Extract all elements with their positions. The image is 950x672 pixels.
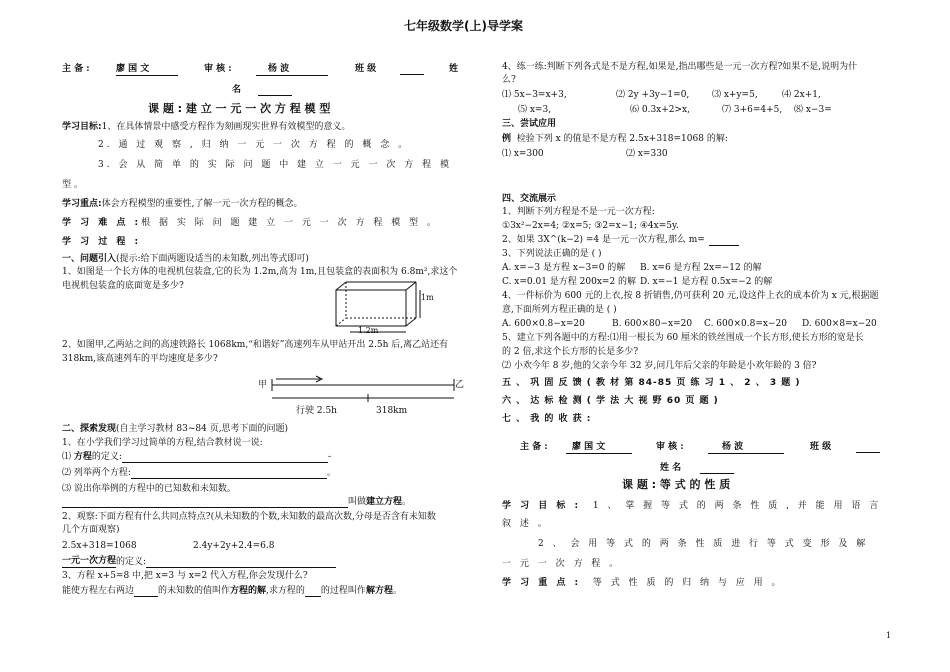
check-q5-line2: 的 2 倍,求这个长方形的长是多少? (502, 347, 639, 357)
s2-q1-1-label: 的定义: (91, 452, 122, 462)
meta2-value-author: 廖 国 文 (566, 441, 632, 454)
section7-title: 七 、 我 的 收 获 : (502, 414, 592, 424)
practice-line1: 4、练一练:判断下列各式是不是方程,如果是,指出哪些是一元一次方程?如果不是,说明为什 (502, 62, 858, 72)
station-a: 甲 (258, 380, 268, 390)
segment-remaining-label: 318km (376, 406, 408, 416)
check-q4-option-b: B. 600×80−x=20 (612, 319, 693, 329)
meta2-label-reviewer: 审 核 : (656, 442, 684, 452)
goal-2: 2. 通 过 观 察 , 归 纳 一 元 一 次 方 程 的 概 念 。 (98, 140, 411, 150)
check-q3-b: B. x=6 是方程 2x=−12 的解 (640, 263, 762, 273)
check-q3-a: A. x=−3 是方程 x−3=0 的解 (502, 263, 626, 273)
section1-hint: (提示:给下面两题设适当的未知数,列出等式即可) (116, 254, 309, 264)
practice-item-5: ⑸ x=3, (518, 105, 552, 115)
meta-name-blank (258, 84, 292, 96)
meta2-name-blank (700, 462, 734, 474)
practice-item-3: ⑶ x+y=5, (712, 90, 758, 100)
key-label: 学习重点: (62, 199, 102, 209)
q3-text-3: ,求方程的 (266, 586, 305, 596)
equation-2: 2.4y+2y+2.4=6.8 (193, 541, 275, 551)
q3-term-solution: 方程的解 (230, 586, 267, 596)
meta2-class-blank (856, 441, 880, 453)
example-b: ⑵ x=330 (626, 149, 668, 159)
s2-q1-1-num: ⑴ (62, 452, 74, 462)
meta-label-reviewer: 审 核 : (204, 64, 232, 74)
meta-value-reviewer: 杨 波 (256, 63, 328, 76)
practice-item-7: ⑺ 3+6=4+5, (722, 105, 783, 115)
s2-question2-line1: 2、观察:下面方程有什么共同点特点?(从未知数的个数,未知数的最高次数,分母是否含有未知数 (62, 512, 436, 522)
section1-title: 一、问题引入 (62, 254, 117, 264)
s2-question2-line2: 几个方面观察) (62, 525, 120, 535)
build-equation-blank (62, 497, 348, 508)
meta-value-author: 廖 国 文 (116, 63, 178, 76)
practice-item-4: ⑷ 2x+1, (782, 90, 821, 100)
linear-def-blank (146, 557, 336, 568)
difficulty-label: 学 习 难 点 : (62, 218, 142, 228)
lesson-title: 课 题 : 建 立 一 元 一 次 方 程 模 型 (148, 102, 331, 115)
goal-3-cont: 型 。 (62, 180, 83, 190)
question1-line2: 电视机包装盒的底面宽是多少? (62, 281, 184, 291)
definition-blank (122, 452, 328, 463)
box-length-label: 1.2m (358, 326, 379, 335)
check-q1: 1、判断下列方程是不是一元一次方程: (502, 207, 655, 217)
question2-line2: 318km,该高速列车的平均速度是多少? (62, 354, 218, 364)
practice-item-1: ⑴ 5x−3=x+3, (502, 90, 567, 100)
page-number: 1 (886, 631, 892, 640)
check-q4-option-a: A. 600×0.8−x=20 (502, 319, 585, 329)
practice-item-6: ⑹ 0.3x+2>x, (630, 105, 690, 115)
goal2-1-cont: 叙 述 。 (502, 519, 550, 529)
station-b: 乙 (455, 380, 465, 390)
goal-label: 学习目标: (62, 122, 102, 132)
goal2-label: 学 习 目 标 : (502, 501, 582, 511)
check-q3-c: C. x=0.01 是方程 200x=2 的解 (502, 277, 637, 287)
box-diagram (330, 278, 445, 340)
linear-equation-def: 的定义: (116, 557, 147, 567)
q3-term-solve: 解方程 (365, 586, 393, 596)
question2-line1: 2、如图甲,乙两站之间的高速铁路长 1068km,“和谐好”高速列车从甲站开出 2.5h 后,离乙站还有 (62, 340, 449, 350)
section2-title: 二、探索发现 (62, 424, 117, 434)
s2-q1-2: ⑵ 列举两个方程: (62, 468, 131, 478)
check-q5-line3: ⑵ 小欢今年 8 岁,他的父亲今年 32 岁,问几年后父亲的年龄是小欢年龄的 3 倍? (502, 361, 817, 371)
check-q2-blank (709, 235, 739, 246)
equation-1: 2.5x+318=1068 (62, 541, 137, 551)
goal2-2-cont: 一 元 一 次 方 程 。 (502, 559, 622, 569)
process-label: 学 习 过 程 : (62, 237, 142, 247)
example-label: 例 (502, 134, 512, 144)
goal2-2: 2 、 会 用 等 式 的 两 条 性 质 进 行 等 式 变 形 及 解 (538, 539, 869, 549)
meta-label-name: 姓 (449, 64, 459, 74)
key-text: 体会方程模型的重要性,了解一元一次方程的概念。 (101, 199, 303, 209)
meta-label-class: 班 级 (355, 64, 377, 74)
meta-class-blank (400, 63, 424, 75)
meta-label-name-2: 名 (232, 85, 242, 95)
meta2-value-reviewer: 杨 波 (708, 441, 784, 454)
q3-text-2: 的未知数的值叫作 (158, 586, 231, 596)
q3-blank-2 (305, 586, 321, 597)
example-a: ⑴ x=300 (502, 149, 544, 159)
meta2-label-class: 班 级 (810, 442, 832, 452)
check-q5-line1: 5、建立下列各题中的方程:⑴用一根长为 60 厘米的铁丝围成一个长方形,使长方形的宽是长 (502, 333, 864, 343)
difficulty-text: 根 据 实 际 问 题 建 立 一 元 一 次 方 程 模 型 。 (141, 218, 439, 228)
example-text: 检验下列 x 的值是不是方程 2.5x+318=1068 的解: (516, 134, 728, 144)
check-q3: 3、下列说法正确的是 ( ) (502, 249, 602, 259)
section2-hint: (自主学习教材 83~84 页,思考下面的问题) (116, 424, 289, 434)
segment-driven-label: 行驶 2.5h (296, 406, 337, 416)
key2-text: 等 式 性 质 的 归 纳 与 应 用 。 (592, 578, 784, 588)
s2-q1-4: 叫做 (348, 497, 367, 507)
section3-title: 三、尝试应用 (502, 119, 557, 129)
q3-text-4: 的过程叫作 (320, 586, 366, 596)
check-q3-d: D. x=−1 是方程 0.5x=−2 的解 (640, 277, 773, 287)
goal-1: 1、在具体情景中感受方程作为刻画现实世界有效模型的意义。 (101, 122, 351, 132)
practice-item-2: ⑵ 2y +3y−1=0, (616, 90, 690, 100)
check-q2: 2、如果 3X^(k−2) =4 是一元一次方程,那么 m= (502, 235, 705, 245)
question1-line1: 1、如图是一个长方体的电视机包装盒,它的长为 1.2m,高为 1m,且包装盒的表面积为 6.8m²,求这个 (62, 267, 458, 277)
example-blank (131, 468, 327, 479)
box-height-label: 1m (421, 293, 434, 302)
linear-equation-term: 一元一次方程 (62, 556, 117, 566)
meta2-label-name: 姓 名 (660, 463, 682, 473)
document-title: 七年级数学(上)导学案 (404, 19, 523, 33)
key2-label: 学 习 重 点 : (502, 578, 582, 588)
check-q4-line2: 意,下面所列方程正确的是 ( ) (502, 305, 617, 315)
q3-text-1: 能使方程左右两边 (62, 586, 135, 596)
lesson2-title: 课 题 : 等 式 的 性 质 (622, 478, 731, 491)
goal2-1: 1 、 掌 握 等 式 的 两 条 性 质 , 并 能 用 语 言 (592, 501, 882, 511)
s2-question1: 1、在小学我们学习过简单的方程,结合教材说一说: (62, 438, 263, 448)
question3: 3、方程 x+5=8 中,把 x=3 与 x=2 代入方程,你会发现什么? (62, 571, 308, 581)
check-q4-option-d: D. 600×8=x−20 (802, 319, 877, 329)
section5-title: 五 、 巩 固 反 馈 ( 教 材 第 84-85 页 练 习 1 、 2 、 3 题 ) (502, 378, 801, 388)
meta2-label-author: 主 备 : (520, 442, 548, 452)
s2-q1-3: ⑶ 说出你举例的方程中的已知数和未知数。 (62, 484, 236, 494)
q3-blank-1 (134, 586, 158, 597)
goal-3: 3. 会 从 简 单 的 实 际 问 题 中 建 立 一 元 一 次 方 程 模 (98, 160, 452, 170)
s2-q1-1-term: 方程 (73, 452, 92, 462)
check-q4-option-c: C. 600×0.8=x−20 (704, 319, 787, 329)
section6-title: 六 、 达 标 检 测 ( 学 法 大 视 野 60 页 题 ) (502, 396, 719, 406)
practice-item-8: ⑻ x−3= (794, 105, 832, 115)
check-q1-items: ①3x²−2x=4; ②x=5; ③2=x−1; ④4x=5y. (502, 221, 679, 231)
meta-label-author: 主 备 : (62, 64, 90, 74)
s2-q1-4-term: 建立方程 (366, 497, 403, 507)
section4-title: 四、交流展示 (502, 194, 557, 204)
practice-line2: 么? (502, 75, 516, 85)
check-q4-line1: 4、一件标价为 600 元的上衣,按 8 折销售,仍可获利 20 元,设这件上衣的成本价为 x 元,根据题 (502, 291, 879, 301)
